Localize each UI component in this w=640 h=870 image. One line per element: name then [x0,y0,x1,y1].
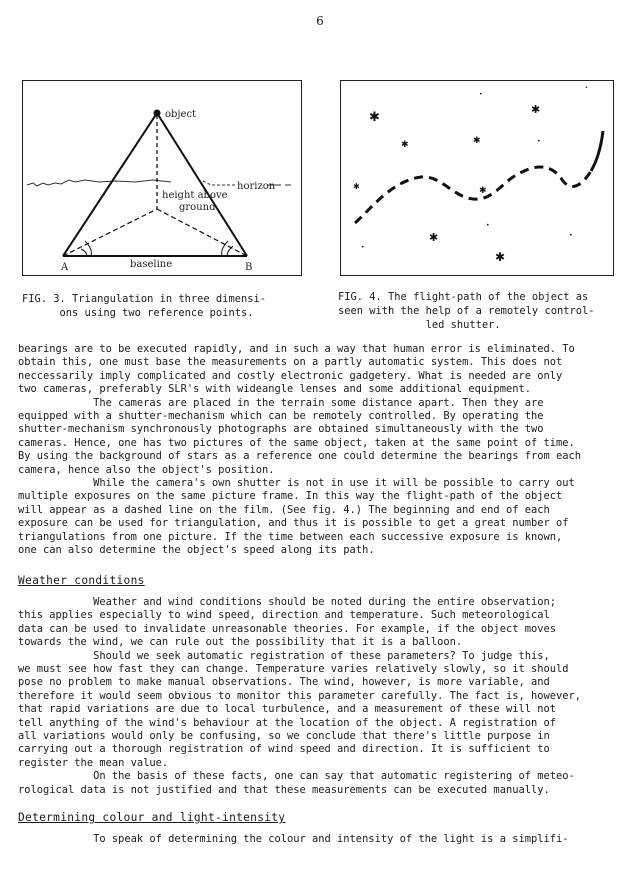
caption-line: seen with the help of a remotely control- [338,305,595,317]
text-line: all variations would only be confusing, so we conclude that there's little purpose in [18,730,550,743]
label-object: object [165,109,197,120]
text-line: triangulations from one picture. If the time between each successive exposure is known, [18,530,563,543]
svg-text:✱: ✱ [473,136,481,146]
label-b: B [245,262,253,273]
text-line: neccessarily imply complicated and costly electronic gadgetery. What is needed are only [18,369,563,382]
label-baseline: baseline [130,259,173,270]
label-height-line2: ground [179,202,216,213]
svg-text:✱: ✱ [531,103,541,116]
caption-line: FIG. 4. The flight-path of the object as [338,291,589,303]
text-line: obtain this, one must base the measurements on a partly automatic system. This does not [18,356,563,369]
svg-text:✱: ✱ [353,182,360,191]
figure-4-caption [338,290,628,332]
text-line: Weather and wind conditions should be noted during the entire observation; [18,596,556,608]
text-line: therefore it would seem obvious to monitor this parameter carefully. The fact is, however, [18,689,582,702]
caption-line: ons using two reference points. [22,307,254,319]
svg-text:✱: ✱ [479,186,487,196]
svg-text:✱: ✱ [495,250,506,264]
text-line: exposure can be used for triangulation, and thus it is possible to get a great number of [18,517,569,530]
figure-3-caption [22,292,322,320]
text-line: rological data is not justified and that these measurements can be executed manually. [18,783,550,796]
paragraph-weather [18,596,630,797]
text-line: that rapid variations are due to local turbulence, and a measurement of these will not [18,703,556,716]
text-line: carrying out a thorough registration of wind speed and direction. It is sufficient to [18,743,550,756]
label-horizon: horizon [237,181,276,192]
section-title-colour: Determining colour and light-intensity [18,811,286,824]
text-line: cameras. Hence, one has two pictures of the same object, taken at the same point of time. [18,436,575,449]
svg-text:✱: ✱ [369,110,380,125]
text-line: camera, hence also the object's position. [18,463,275,476]
svg-text:•: • [585,85,588,91]
text-line: Should we seek automatic registration of these parameters? To judge this, [18,649,550,662]
svg-text:•: • [479,91,483,98]
flight-path [355,167,591,223]
section-title-weather: Weather conditions [18,574,145,587]
text-line: multiple exposures on the same picture frame. In this way the flight-path of the object [18,490,563,503]
text-line: two cameras, preferably SLR's with wideangle lenses and some additional equipment. [18,383,531,396]
svg-text:✱: ✱ [429,231,439,244]
text-line: pose no problem to make manual observations. The wind, however, is more variable, and [18,676,550,689]
text-line: To speak of determining the colour and intensity of the light is a simplifi- [18,833,569,845]
svg-text:•: • [537,138,541,145]
text-line: shutter-mechanism synchronously photographs are obtained simultaneously with the two [18,423,544,436]
page-number: 6 [316,14,324,28]
text-line: this applies especially to wind speed, direction and temperature. Such meteorological [18,609,550,622]
text-line: On the basis of these facts, one can say that automatic registering of meteo- [18,770,575,783]
text-line: By using the background of stars as a reference one could determine the bearings from each [18,450,582,463]
text-line: The cameras are placed in the terrain some distance apart. Then they are [18,396,544,409]
text-line: bearings are to be executed rapidly, and in such a way that human error is eliminated. To [18,343,575,355]
svg-text:✱: ✱ [401,140,409,150]
figure-4-flight-path-diagram [340,80,614,276]
text-line: data can be used to invalidate unreasonable theories. For example, if the object moves [18,622,556,635]
text-line: equipped with a shutter-mechanism which can be remotely controlled. By operating the [18,410,544,423]
figure-3-triangulation-diagram [22,80,302,276]
star-field [353,85,588,264]
paragraph-colour [18,833,630,846]
text-line: register the mean value. [18,756,169,769]
svg-text:•: • [361,244,365,251]
horizon-line [27,180,171,186]
text-line: one can also determine the object's speed along its path. [18,544,375,557]
text-line: towards the wind, we can rule out the possibility that it is a balloon. [18,636,463,649]
svg-text:•: • [486,222,490,229]
svg-text:•: • [569,232,573,239]
horizon-line-right [203,181,235,185]
text-line: tell anything of the wind's behaviour at the location of the object. A registration of [18,716,556,729]
label-a: A [61,262,69,273]
paragraph-camera-method [18,343,630,558]
text-line: will appear as a dashed line on the film. (See fig. 4.) The beginning and end of each [18,503,550,516]
label-height-line1: height above [162,190,228,201]
text-line: we must see how fast they can change. Temperature varies relatively slowly, so it should [18,663,569,676]
caption-line: FIG. 3. Triangulation in three dimensi- [22,293,266,305]
caption-line: led shutter. [338,319,501,331]
text-line: While the camera's own shutter is not in use it will be possible to carry out [18,477,575,490]
